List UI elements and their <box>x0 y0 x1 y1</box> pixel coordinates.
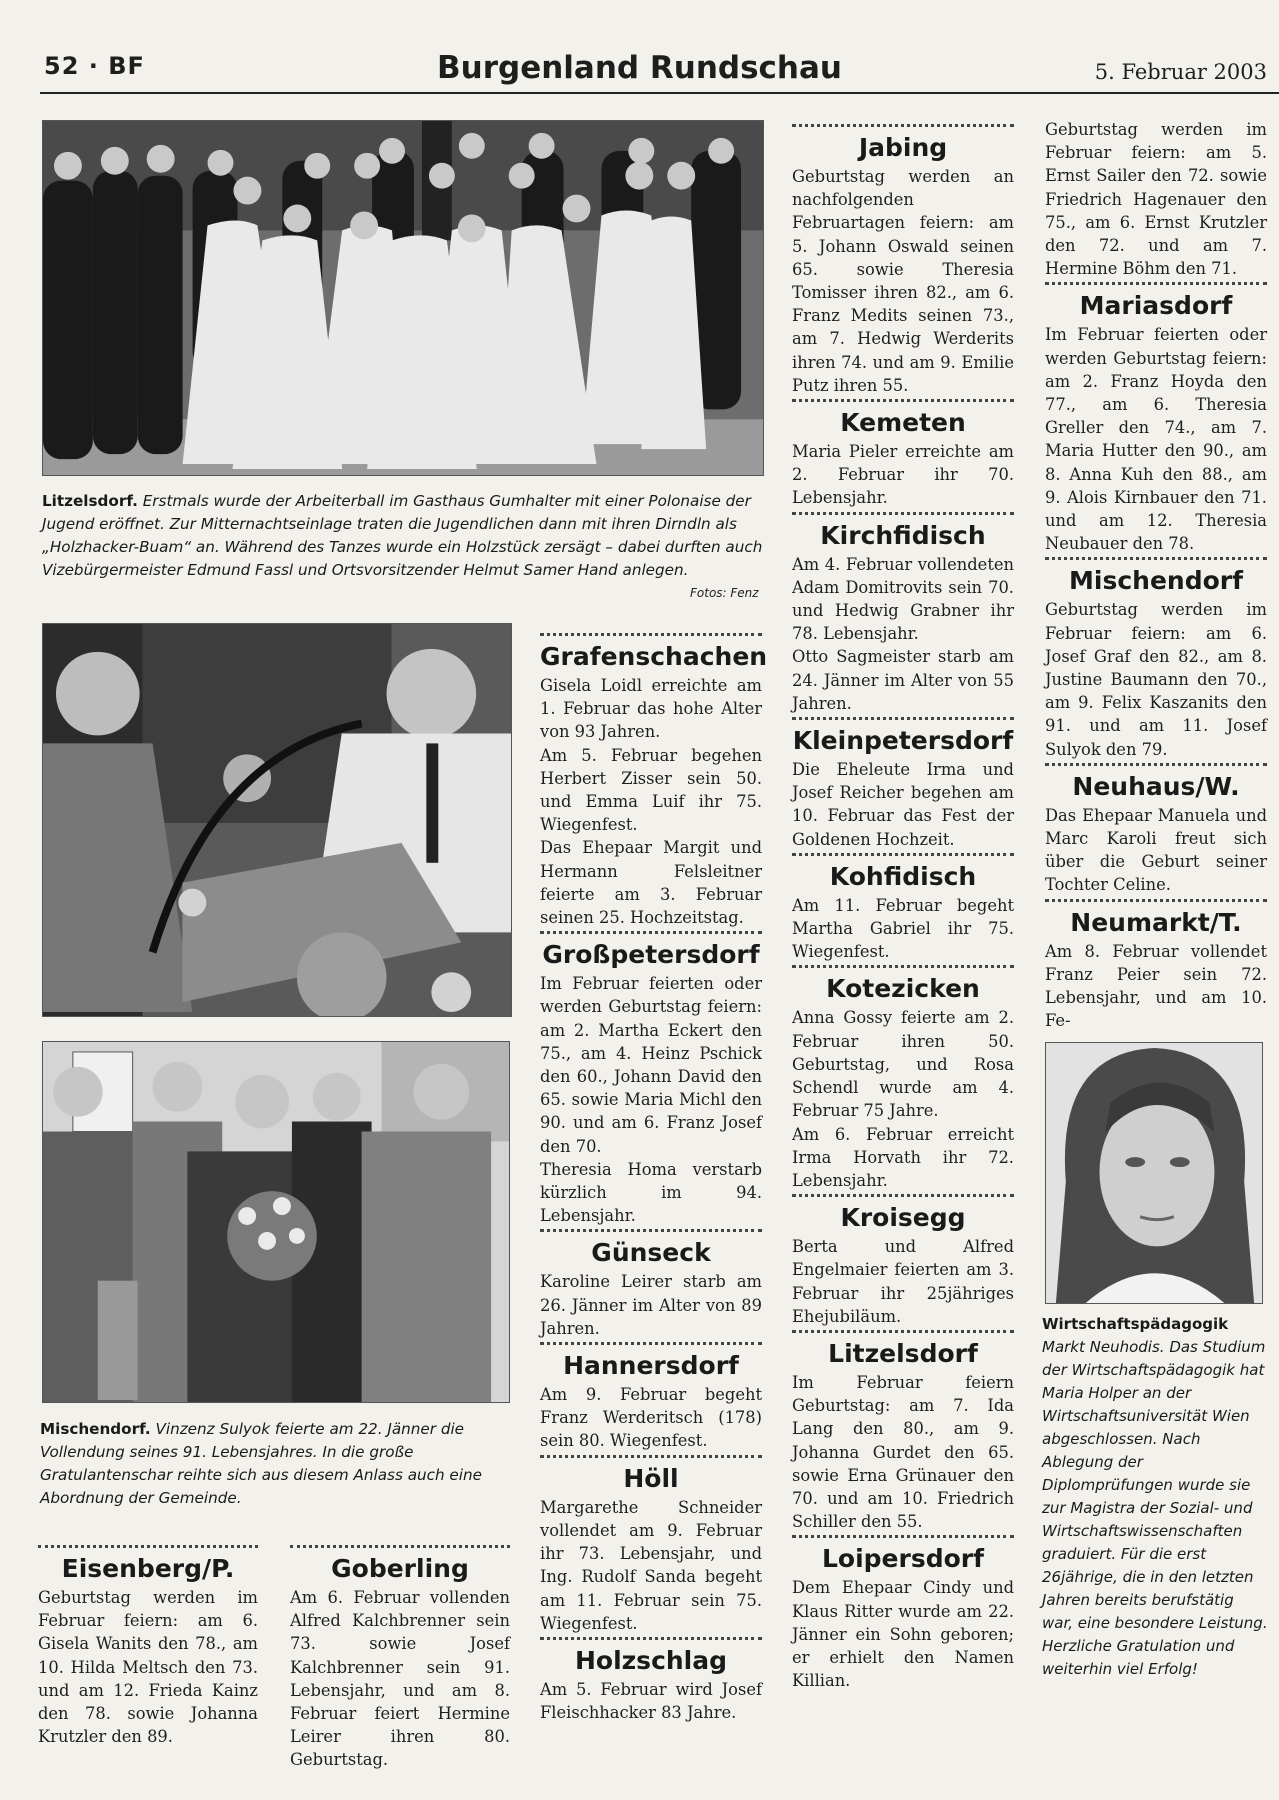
item-text: Otto Sagmeister starb am 24. Jänner im Alter von 55 Jahren. <box>792 647 1014 713</box>
item-title: Günseck <box>591 1238 711 1268</box>
item-text: Geburtstag werden an nachfolgenden Februartagen feiern: am 5. Johann Oswald seinen 65. sowie Theresia Tomisser ihren 82., am 6. Franz Medits seinen 73., am 7. Hedwig Werderits ihren 74. und am 9. Emilie Putz ihren 55. <box>792 167 1014 395</box>
item-text: Im Februar feierten oder werden Geburtstag feiern: am 2. Franz Hoyda den 77., am 6. Theresia Greller den 74., am 7. Maria Hutter den 90., am 8. Anna Kuh den 88., am 9. Alois Kirnbauer den 71. und am 12. Theresia Neubauer den 78. <box>1045 325 1267 554</box>
caption-mischendorf <box>40 1418 512 1510</box>
item-title: Jabing <box>858 133 948 162</box>
column-bottom-left <box>38 1545 258 1750</box>
item-text: Anna Gossy feierte am 2. Februar ihren 50. Geburtstag, und Rosa Schendl wurde am 4. Februar 75 Jahre. <box>792 1008 1014 1121</box>
news-item <box>540 1637 762 1724</box>
news-item <box>1045 282 1267 555</box>
caption-text: Erstmals wurde der Arbeiterball im Gasthaus Gumhalter mit einer Polonaise der Jugend eröffnet. Zur Mitternachtseinlage traten die Jugendlichen dann mit ihren Dirndln als „Holzhacker-Buam“ an. Während des Tanzes wurde ein Holzstück zersägt – dabei durften auch Vizebürgermeister Edmund Fassl und Ortsvorsitzender Helmut Samer Hand anlegen. <box>42 492 763 579</box>
header-rule <box>40 92 1279 94</box>
item-text: Am 6. Februar erreicht Irma Horvath ihr 72. Lebensjahr. <box>792 1124 1014 1190</box>
item-text: Das Ehepaar Margit und Hermann Felsleitner feierte am 3. Februar seinen 25. Hochzeitstag. <box>540 838 762 928</box>
news-item <box>792 124 1014 397</box>
item-text: Theresia Homa verstarb kürzlich im 94. Lebensjahr. <box>540 1159 762 1226</box>
news-item <box>792 399 1014 510</box>
item-text: Im Februar feiern Geburtstag: am 7. Ida Lang den 80., am 9. Johanna Gurdet den 65. sowie Erna Grünauer den 70. und am 10. Friedrich Schiller den 55. <box>792 1372 1014 1532</box>
issue-date: 5. Februar 2003 <box>1094 60 1267 84</box>
item-title: Goberling <box>331 1554 469 1583</box>
item-title: Kirchfidisch <box>820 520 986 550</box>
item-text: Am 4. Februar vollendeten Adam Domitrovits sein 70. und Hedwig Grabner ihr 78. Lebensjahr. <box>792 554 1014 644</box>
news-item <box>540 633 768 929</box>
item-title: Höll <box>623 1463 679 1493</box>
item-title: Mariasdorf <box>1079 291 1233 321</box>
item-title: Kohfidisch <box>829 861 977 891</box>
news-item <box>792 512 1014 715</box>
item-text: Am 6. Februar vollenden Alfred Kalchbrenner sein 73. sowie Josef Kalchbrenner sein 91. Lebensjahr, und am 8. Februar feiert Hermine Leirer ihren 80. Geburtstag. <box>290 1588 510 1770</box>
news-item <box>792 965 1014 1192</box>
item-title: Kroisegg <box>840 1203 966 1233</box>
photo-portrait <box>1045 1042 1263 1304</box>
item-text: Das Ehepaar Manuela und Marc Karoli freut sich über die Geburt seiner Tochter Celine. <box>1045 805 1267 895</box>
news-item <box>540 1229 762 1340</box>
photo-credit: Fotos: Fenz <box>690 586 759 600</box>
item-text: Berta und Alfred Engelmaier feierten am 3. Februar ihr 25jähriges Ehejubiläum. <box>792 1237 1014 1326</box>
news-item <box>792 717 1014 851</box>
item-text: Im Februar feierten oder werden Geburtstag feiern: am 2. Martha Eckert den 75., am 4. Heinz Pschick den 60., Johann David den 65. sowie Maria Michl den 90. und am 6. Franz Josef den 70. <box>540 974 762 1156</box>
item-text: Am 9. Februar begeht Franz Werderitsch (178) sein 80. Wiegenfest. <box>540 1385 762 1451</box>
item-text: Am 5. Februar begehen Herbert Zisser sein 50. und Emma Luif ihr 75. Wiegenfest. <box>540 745 762 835</box>
item-title: Neumarkt/T. <box>1070 907 1242 937</box>
news-item <box>792 853 1014 964</box>
news-item <box>1045 557 1267 760</box>
item-text: Karoline Leirer starb am 26. Jänner im Alter von 89 Jahren. <box>540 1272 762 1338</box>
column-bottom-mid <box>290 1545 510 1774</box>
item-title: Litzelsdorf <box>828 1338 978 1368</box>
item-title: Mischendorf <box>1069 566 1243 596</box>
item-title: Loipersdorf <box>821 1544 984 1574</box>
column-4 <box>792 124 1014 1694</box>
news-item <box>1045 763 1267 897</box>
item-title: Kotezicken <box>826 974 980 1004</box>
item-title: Kemeten <box>840 408 966 438</box>
item-text: Am 8. Februar vollendet Franz Peier sein 72. Lebensjahr, und am 10. Fe- <box>1045 941 1267 1031</box>
caption-text: Vinzenz Sulyok feierte am 22. Jänner die Vollendung seines 91. Lebensjahres. In die große Gratulantenschar reihte sich aus diesem Anlass auch eine Abordnung der Gemeinde. <box>40 1420 482 1507</box>
news-item <box>540 1342 762 1453</box>
item-title: Holzschlag <box>574 1645 728 1675</box>
column-3 <box>540 633 768 1726</box>
caption-ball <box>42 490 764 582</box>
news-item <box>540 1455 762 1635</box>
news-item <box>1045 899 1267 1033</box>
item-title: Grafenschachen <box>540 642 768 671</box>
item-title: Eisenberg/P. <box>61 1554 235 1583</box>
caption-place: Mischendorf. <box>40 1420 151 1438</box>
column-5 <box>1045 118 1267 1035</box>
item-text: Geburtstag werden im Februar feiern: am 6. Gisela Wanits den 78., am 10. Hilda Meltsch den 73. und am 12. Frieda Kainz den 78. sowie Johanna Krutzler den 89. <box>38 1588 258 1747</box>
item-title: Hannersdorf <box>563 1351 739 1381</box>
caption-text: Markt Neuhodis. Das Studium der Wirtschaftspädagogik hat Maria Holper an der Wirtschaftsuniversität Wien abgeschlossen. Nach Ablegung der Diplomprüfungen wurde sie zur Magistra der Sozial- und Wirtschaftswissenschaften graduiert. Für die erst 26jährige, die in den letzten Jahren bereits berufstätig war, eine besondere Leistung. Herzliche Gratulation und weiterhin viel Erfolg! <box>1042 1338 1268 1678</box>
news-item <box>792 1535 1014 1692</box>
news-item <box>290 1545 510 1772</box>
news-item <box>1045 118 1267 280</box>
caption-place: Litzelsdorf. <box>42 492 138 510</box>
item-text: Geburtstag werden im Februar feiern: am 6. Josef Graf den 82., am 8. Justine Baumann den 70., am 9. Felix Kaszanits den 91. und am 11. Josef Sulyok den 79. <box>1045 600 1267 759</box>
page-number: 52 · BF <box>44 52 145 80</box>
news-item <box>540 931 762 1227</box>
caption-portrait <box>1042 1313 1268 1681</box>
item-text: Margarethe Schneider vollendet am 9. Februar ihr 73. Lebensjahr, und Ing. Rudolf Sanda begeht am 11. Februar sein 75. Wiegenfest. <box>540 1497 762 1633</box>
item-text: Am 5. Februar wird Josef Fleischhacker 83 Jahre. <box>540 1679 762 1723</box>
item-text: Dem Ehepaar Cindy und Klaus Ritter wurde am 22. Jänner ein Sohn geboren; er erhielt den Namen Killian. <box>792 1578 1014 1691</box>
item-text: Am 11. Februar begeht Martha Gabriel ihr 75. Wiegenfest. <box>792 895 1014 962</box>
item-text: Geburtstag werden im Februar feiern: am 5. Ernst Sailer den 72. sowie Friedrich Hagenauer den 75., am 6. Ernst Krutzler den 72. und am 7. Hermine Böhm den 71. <box>1045 120 1267 279</box>
newspaper-title: Burgenland Rundschau <box>437 50 842 86</box>
item-title: Großpetersdorf <box>542 940 760 970</box>
news-item <box>792 1330 1014 1533</box>
photo-sawing <box>42 623 512 1017</box>
item-text: Maria Pieler erreichte am 2. Februar ihr 70. Lebensjahr. <box>792 442 1014 508</box>
caption-title: Wirtschaftspädagogik <box>1042 1315 1229 1333</box>
photo-mischendorf <box>42 1041 510 1403</box>
news-item <box>792 1194 1014 1328</box>
item-title: Kleinpetersdorf <box>792 726 1014 756</box>
photo-ball-group <box>42 120 764 476</box>
news-item <box>38 1545 258 1748</box>
item-text: Die Eheleute Irma und Josef Reicher begehen am 10. Februar das Fest der Goldenen Hochzeit. <box>792 760 1014 849</box>
item-text: Gisela Loidl erreichte am 1. Februar das hohe Alter von 93 Jahren. <box>540 676 762 742</box>
item-title: Neuhaus/W. <box>1072 771 1240 801</box>
